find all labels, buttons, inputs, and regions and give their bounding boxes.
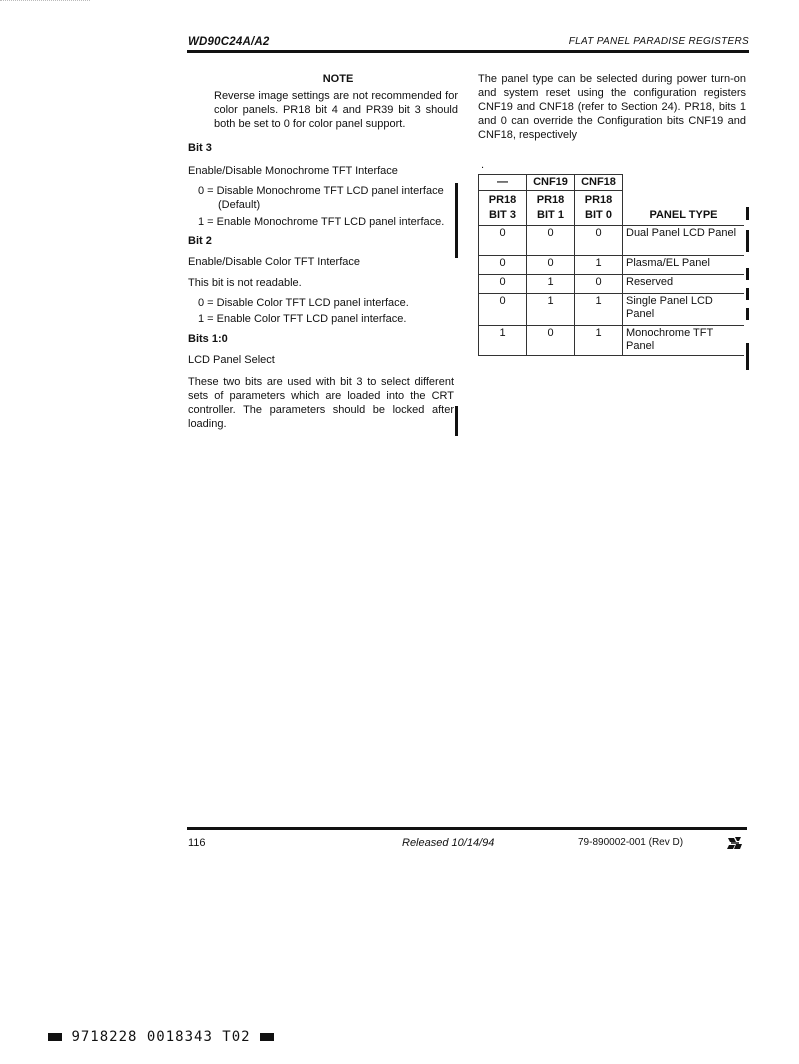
bit3-option-1: 1 = Enable Monochrome TFT LCD panel interface. [198, 216, 445, 228]
table-header-cell: PR18 BIT 1 [527, 191, 575, 226]
change-bar [455, 183, 458, 258]
bits10-description: LCD Panel Select [188, 354, 275, 366]
table-row [479, 275, 745, 294]
change-bar [746, 343, 749, 370]
table-header-cell: CNF18 [575, 175, 623, 191]
scan-code-text: 9718228 0018343 T02 [71, 1029, 251, 1045]
table-row [479, 226, 745, 256]
bits10-text: These two bits are used with bit 3 to select different sets of parameters which are loaded into the CRT controller. The parameters should be locked after loading. [188, 376, 454, 430]
left-column [188, 72, 458, 431]
release-date: Released 10/14/94 [402, 837, 495, 849]
panel-type-table [478, 174, 744, 356]
panel-type-header: PANEL TYPE [623, 175, 745, 226]
note-title: NOTE [322, 73, 354, 85]
bit3-description: Enable/Disable Monochrome TFT Interface [188, 165, 398, 177]
table-cell: Plasma/EL Panel [623, 256, 745, 275]
change-bar [455, 406, 458, 436]
table-cell: Single Panel LCD Panel [623, 294, 745, 326]
table-cell: 1 [479, 326, 527, 356]
company-logo-icon [726, 834, 744, 852]
table-header-cell: CNF19 [527, 175, 575, 191]
bit2-heading: Bit 2 [188, 235, 212, 247]
change-bar [746, 207, 749, 220]
table-cell: Dual Panel LCD Panel [623, 226, 745, 256]
table-cell: 0 [479, 256, 527, 275]
table-row [479, 326, 745, 356]
table-cell: 0 [479, 226, 527, 256]
document-number: 79-890002-001 (Rev D) [578, 837, 684, 848]
bits10-heading: Bits 1:0 [188, 333, 228, 345]
bit3-heading: Bit 3 [188, 142, 212, 154]
stray-dot: . [481, 159, 485, 171]
table-cell: 0 [479, 294, 527, 326]
table-cell: 0 [527, 326, 575, 356]
header-part-number: WD90C24A/A2 [188, 36, 270, 48]
table-cell: 0 [575, 275, 623, 294]
table-cell: 0 [575, 226, 623, 256]
note-text: Reverse image settings are not recommended for color panels. PR18 bit 4 and PR39 bit 3 should both be set to 0 for color panel support. [214, 90, 458, 130]
change-bar [746, 308, 749, 320]
top-dotted-mark [0, 0, 90, 2]
table-row [479, 256, 745, 275]
table-cell: 0 [527, 226, 575, 256]
bit2-description: Enable/Disable Color TFT Interface [188, 256, 361, 268]
table-row [479, 294, 745, 326]
right-column-intro: The panel type can be selected during power turn-on and system reset using the configuration registers CNF19 and CNF18 (refer to Section 24). PR18, bits 1 and 0 can override the Configuration bits CNF19 and CNF18, respectively [478, 73, 746, 141]
change-bar [746, 288, 749, 300]
table-cell: Monochrome TFT Panel [623, 326, 745, 356]
table-cell: 0 [479, 275, 527, 294]
block-mark [260, 1033, 274, 1041]
change-bar [746, 234, 749, 246]
table-cell: 1 [527, 294, 575, 326]
table-cell: 1 [527, 275, 575, 294]
table-cell: 1 [575, 294, 623, 326]
bit2-option-1: 1 = Enable Color TFT LCD panel interface. [198, 313, 407, 325]
footer-rule [187, 827, 747, 830]
table-cell: 0 [527, 256, 575, 275]
scan-code-line [48, 1030, 274, 1044]
table-header-cell: PR18 BIT 0 [575, 191, 623, 226]
table-header-cell: PR18 BIT 3 [479, 191, 527, 226]
bit2-option-0: 0 = Disable Color TFT LCD panel interface. [198, 297, 409, 309]
header-rule [187, 50, 749, 53]
table-cell: 1 [575, 326, 623, 356]
bit3-option-0: 0 = Disable Monochrome TFT LCD panel interface (Default) [198, 185, 444, 211]
header-section-title: FLAT PANEL PARADISE REGISTERS [568, 36, 749, 47]
bit2-note: This bit is not readable. [188, 277, 302, 289]
table-config-row [479, 175, 745, 191]
table-cell: Reserved [623, 275, 745, 294]
change-bar [746, 268, 749, 280]
block-mark [48, 1033, 62, 1041]
page-number: 116 [188, 837, 206, 849]
table-cell: 1 [575, 256, 623, 275]
table-header-cell: — [479, 175, 527, 191]
